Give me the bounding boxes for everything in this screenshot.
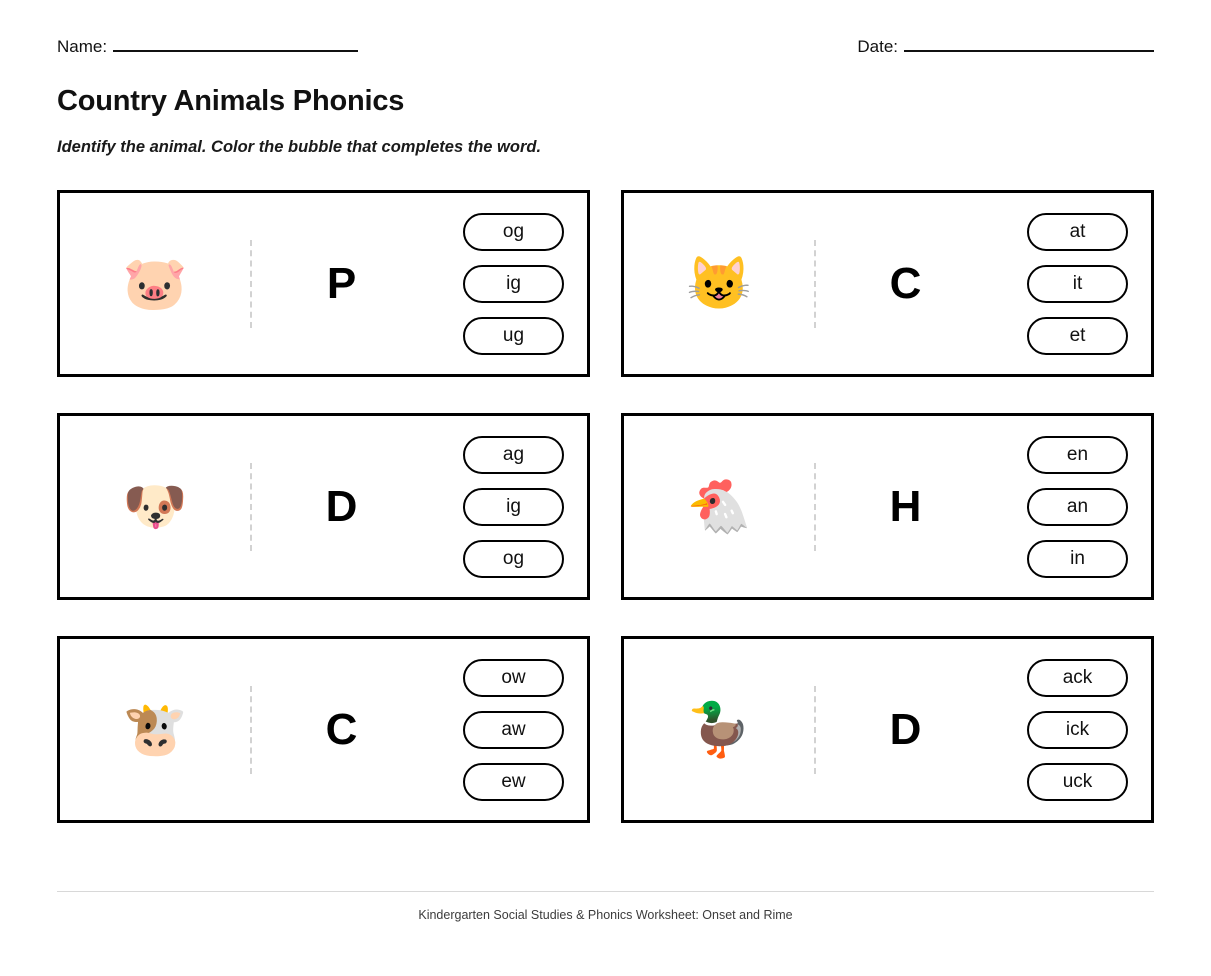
footer: [57, 891, 1154, 922]
choice-bubble[interactable]: ug: [463, 317, 564, 355]
choice-bubble[interactable]: an: [1027, 488, 1128, 526]
choice-list: [1013, 659, 1151, 801]
onset-area: [252, 258, 449, 308]
choice-bubble[interactable]: og: [463, 213, 564, 251]
animal-picture: [60, 477, 250, 536]
animal-picture: [624, 254, 814, 313]
onset-area: [816, 481, 1013, 531]
choice-bubble[interactable]: ack: [1027, 659, 1128, 697]
choice-bubble[interactable]: ow: [463, 659, 564, 697]
onset-letter: H: [889, 481, 922, 531]
date-label: Date:: [857, 37, 898, 56]
choice-bubble[interactable]: ick: [1027, 711, 1128, 749]
choice-list: [1013, 213, 1151, 355]
choice-bubble[interactable]: ig: [463, 488, 564, 526]
student-info-row: [57, 0, 1154, 57]
dog-icon: 🐶: [122, 477, 188, 536]
choice-bubble[interactable]: aw: [463, 711, 564, 749]
animal-picture: [624, 477, 814, 536]
onset-letter: C: [889, 258, 922, 308]
onset-letter: P: [326, 258, 357, 308]
cat-icon: 😺: [686, 254, 752, 313]
problem-card: [57, 190, 590, 377]
pig-icon: 🐷: [122, 254, 188, 313]
choice-bubble[interactable]: et: [1027, 317, 1128, 355]
onset-area: [252, 704, 449, 754]
problem-grid: [57, 190, 1154, 823]
instructions: Identify the animal. Color the bubble that completes the word.: [57, 138, 542, 156]
onset-area: [252, 481, 449, 531]
choice-bubble[interactable]: ag: [463, 436, 564, 474]
onset-area: [816, 258, 1013, 308]
choice-bubble[interactable]: ig: [463, 265, 564, 303]
choice-list: [1013, 436, 1151, 578]
choice-bubble[interactable]: en: [1027, 436, 1128, 474]
date-write-line[interactable]: [904, 50, 1154, 52]
animal-picture: [60, 700, 250, 759]
onset-letter: C: [325, 704, 358, 754]
name-field: [57, 37, 358, 57]
footer-caption: Kindergarten Social Studies & Phonics Worksheet: Onset and Rime: [418, 908, 793, 922]
hen-icon: 🐔: [686, 477, 752, 536]
animal-picture: [60, 254, 250, 313]
choice-bubble[interactable]: at: [1027, 213, 1128, 251]
problem-card: [57, 636, 590, 823]
problem-card: [621, 636, 1154, 823]
problem-card: [57, 413, 590, 600]
choice-bubble[interactable]: ew: [463, 763, 564, 801]
problem-card: [621, 190, 1154, 377]
choice-bubble[interactable]: uck: [1027, 763, 1128, 801]
choice-list: [449, 436, 587, 578]
duck-icon: 🦆: [686, 700, 752, 759]
choice-list: [449, 659, 587, 801]
problem-card: [621, 413, 1154, 600]
choice-bubble[interactable]: in: [1027, 540, 1128, 578]
onset-letter: D: [889, 704, 922, 754]
name-write-line[interactable]: [113, 50, 358, 52]
choice-bubble[interactable]: it: [1027, 265, 1128, 303]
onset-letter: D: [325, 481, 358, 531]
name-label: Name:: [57, 37, 108, 56]
choice-list: [449, 213, 587, 355]
page-title: Country Animals Phonics: [57, 85, 405, 117]
animal-picture: [624, 700, 814, 759]
date-field: [857, 37, 1154, 57]
choice-bubble[interactable]: og: [463, 540, 564, 578]
cow-icon: 🐮: [122, 700, 188, 759]
footer-divider: [57, 891, 1154, 892]
onset-area: [816, 704, 1013, 754]
